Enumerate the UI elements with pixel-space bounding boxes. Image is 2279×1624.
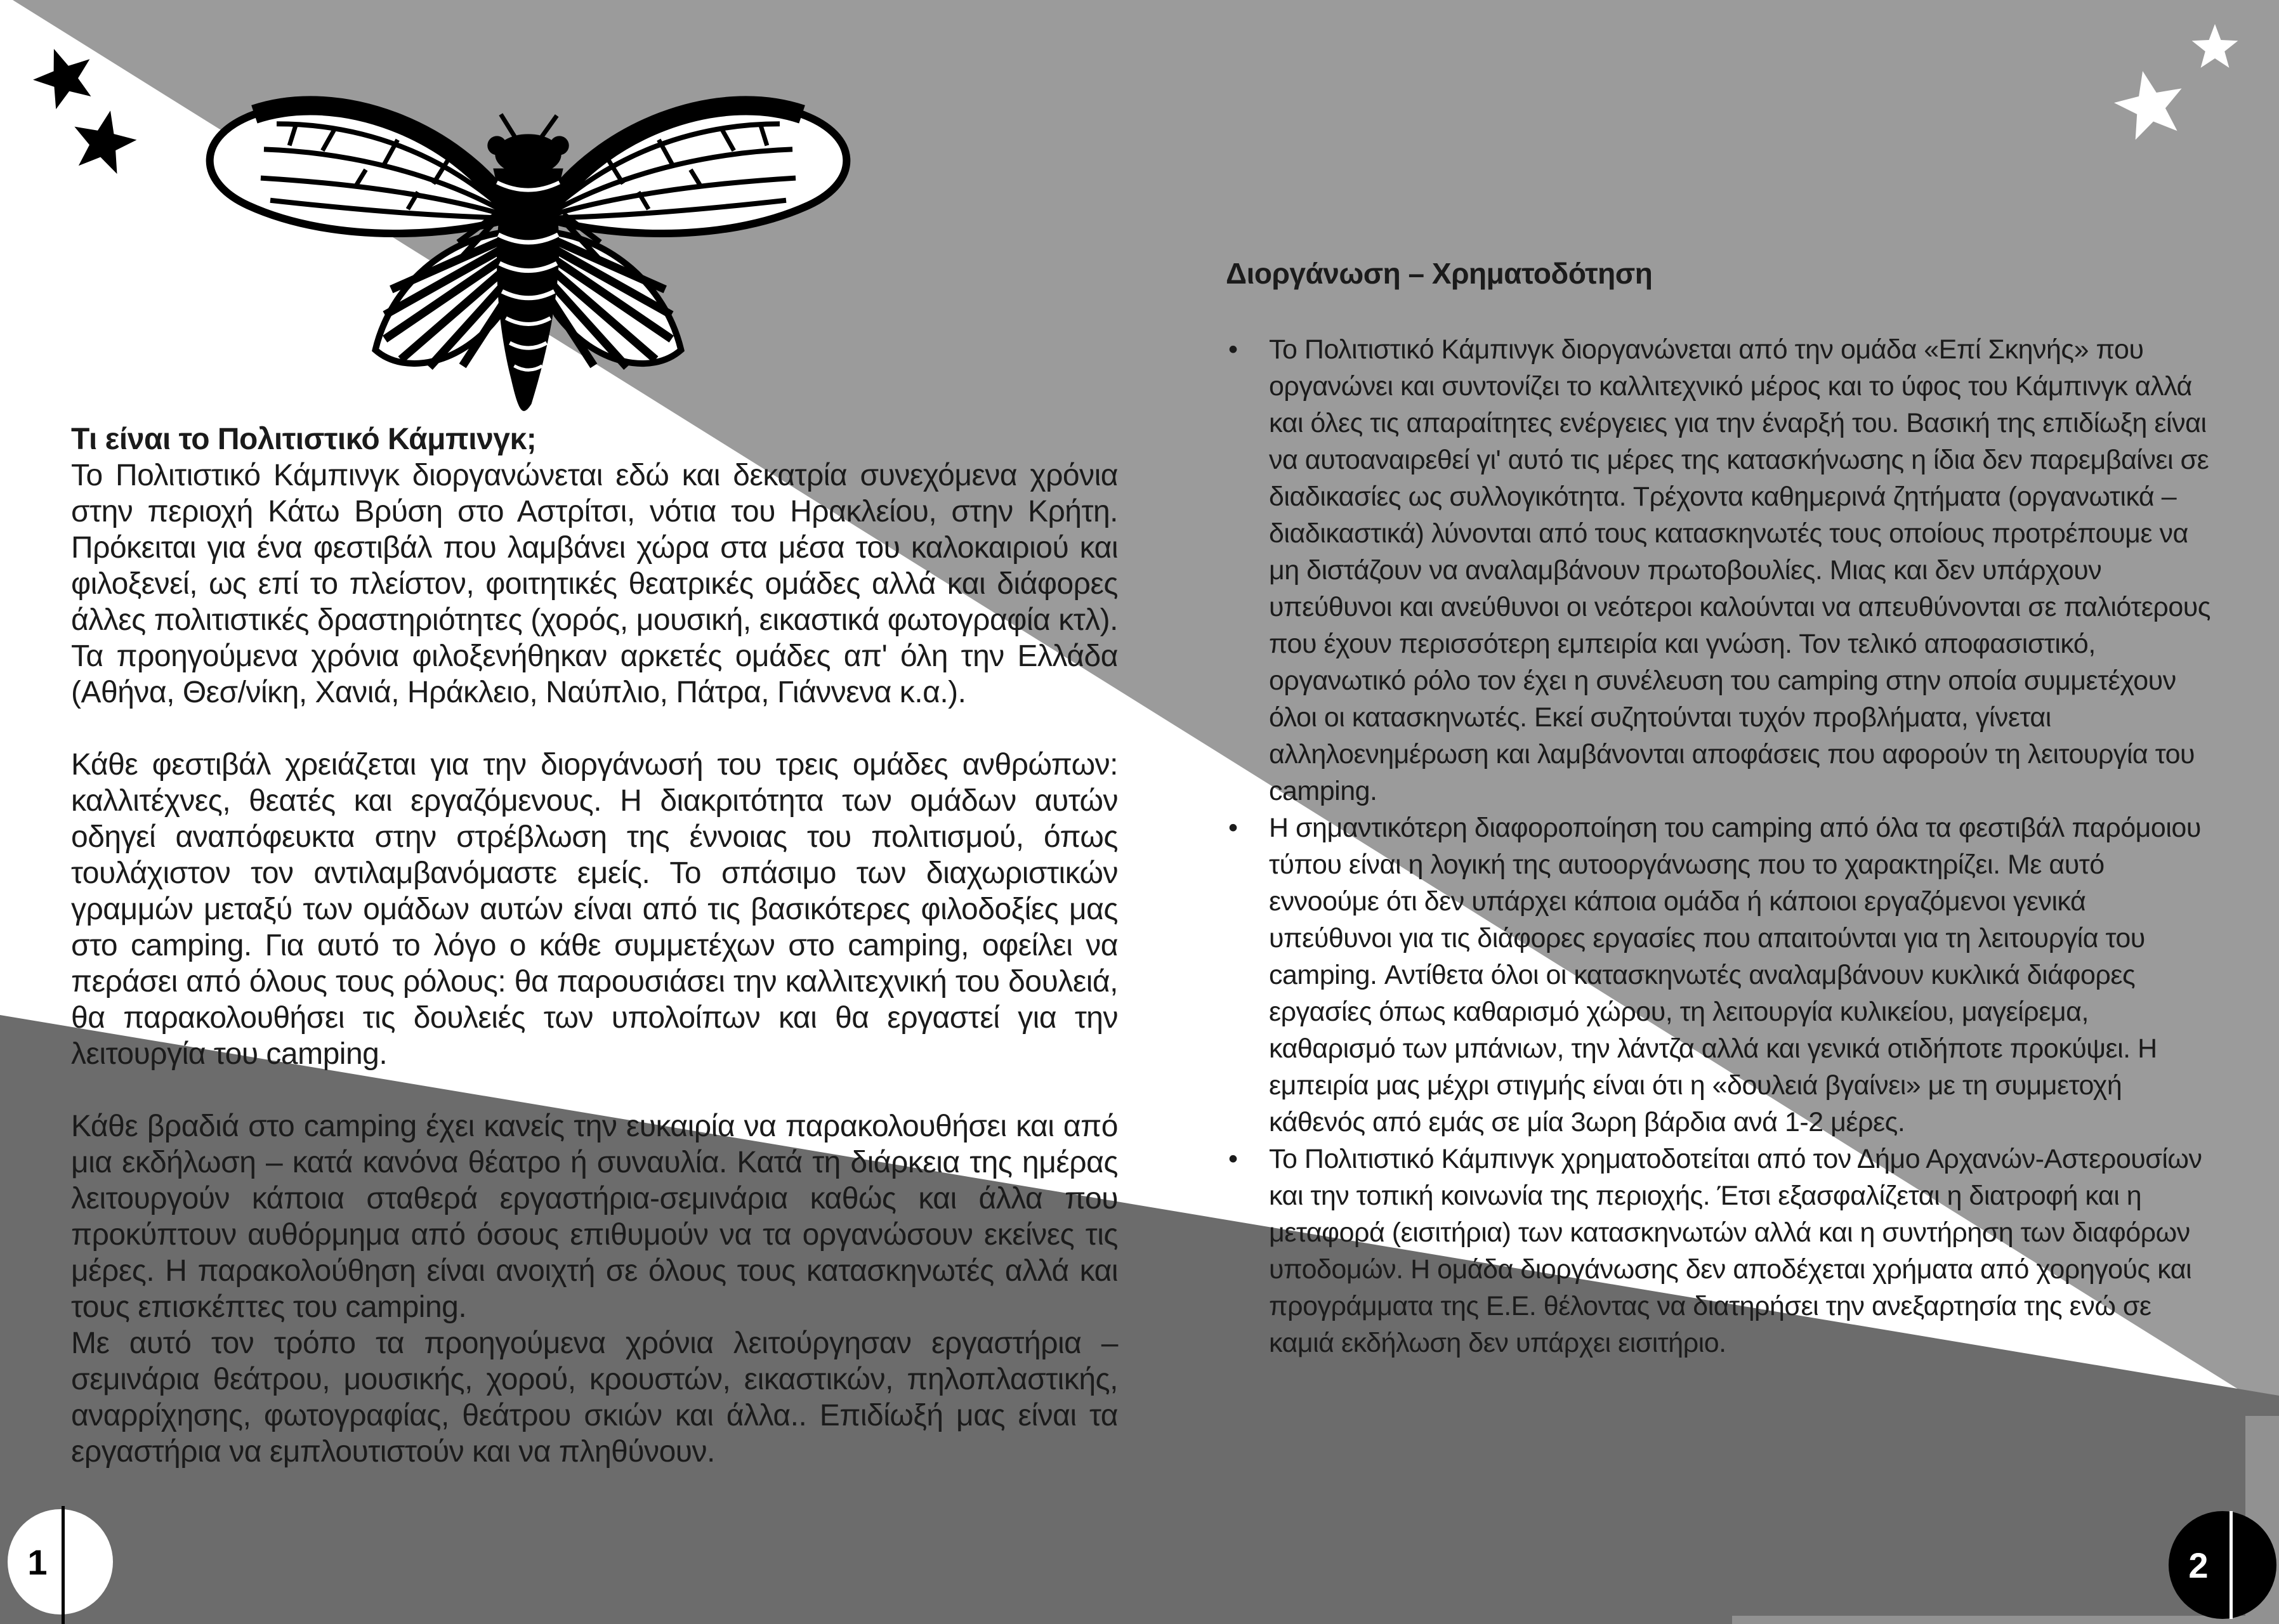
- page-number: 2: [2188, 1545, 2209, 1585]
- page-number-badge-right: [2169, 1511, 2276, 1619]
- corner-margin-bottom: [1732, 1616, 2279, 1624]
- bullet-item: • Η σημαντικότερη διαφοροποίηση του camping από όλα τα φεστιβάλ παρόμοιου τύπου είναι η λογική της αυτοοργάνωσης που το χαρακτηρίζει. Με αυτό εννοούμε ότι δεν υπάρχει κάποια ομάδα ή κάποιοι εργαζόμενοι γενικά υπεύθυνοι για τις διάφορες εργασίες που απαιτούνται για τη λειτουργία του camping. Αντίθετα όλοι οι κατασκηνωτές αναλαμβάνουν κυκλικά διάφορες εργασίες όπως καθαρισμό χώρου, τη λειτουργία κυλικείου, μαγείρεμα, καθαρισμό των μπάνιων, την λάντζα αλλά και γενικά οτιδήποτε προκύψει. Η εμπειρία μας μέχρι στιγμής είναι ότι η «δουλειά βγαίνει» με τη συμμετοχή κάθενός από εμάς σε μία 3ωρη βάρδια ανά 1-2 μέρες.: [1226, 809, 2216, 1141]
- bullet-item: • Το Πολιτιστικό Κάμπινγκ χρηματοδοτείται από τον Δήμο Αρχανών-Αστερουσίων και την τοπική κοινωνία της περιοχής. Έτσι εξασφαλίζεται η διατροφή και η μεταφορά (εισιτήρια) των κατασκηνωτών αλλά και η συντήρηση των διαφόρων υποδομών. Η ομάδα διοργάνωσης δεν αποδέχεται χρήματα από χορηγούς και προγράμματα της Ε.Ε. θέλοντας να διατηρήσει την ανεξαρτησία της ενώ σε καμιά εκδήλωση δεν υπάρχει εισιτήριο.: [1226, 1141, 2216, 1361]
- right-column: [1226, 255, 2216, 1361]
- bullet-item: • Το Πολιτιστικό Κάμπινγκ διοργανώνεται από την ομάδα «Επί Σκηνής» που οργανώνει και συντονίζει το καλλιτεχνικό μέρος και το ύφος του Κάμπινγκ αλλά και όλες τις απαραίτητες ενέργειες για την έναρξή του. Βασική της επιδίωξη είναι να αυτοαναιρεθεί γι' αυτό τις μέρες της κατασκήνωσης η ίδια δεν παρεμβαίνει σε διαδικασίες ως συλλογικότητα. Τρέχοντα καθημερινά ζητήματα (οργανωτικά – διαδικαστικά) λύνονται από τους κατασκηνωτές τους οποίους προτρέπουμε να μη διστάζουν να αναλαμβάνουν πρωτοβουλίες. Μιας και δεν υπάρχουν υπεύθυνοι και ανεύθυνοι οι νεότεροι καλούνται να απευθύνονται σε παλιότερους που έχουν περισσότερη εμπειρία και γνώση. Τον τελικό αποφασιστικό, οργανωτικό ρόλο τον έχει η συνέλευση του camping στην οποία συμμετέχουν όλοι οι κατασκηνωτές. Εκεί συζητούνται τυχόν προβλήματα, γίνεται αλληλοενημέρωση και λαμβάνονται αποφάσεις που αφορούν τη λειτουργία του camping.: [1226, 331, 2216, 809]
- paragraph: Με αυτό τον τρόπο τα προηγούμενα χρόνια λειτούργησαν εργαστήρια – σεμινάρια θεάτρου, μουσικής, χορού, κρουστών, εικαστικών, πηλοπλαστικής, αναρρίχησης, φωτογραφίας, θεάτρου σκιών και άλλα.. Επιδίωξή μας είναι τα εργαστήρια να εμπλουτιστούν και να πληθύνουν.: [71, 1326, 1118, 1469]
- right-heading: Διοργάνωση – Χρηματοδότηση: [1226, 257, 1653, 290]
- left-column: [71, 421, 1118, 1470]
- cicada-illustration: [174, 79, 882, 423]
- paragraph: Το Πολιτιστικό Κάμπινγκ διοργανώνεται εδώ και δεκατρία συνεχόμενα χρόνια στην περιοχή Κάτω Βρύση στο Αστρίτσι, νότια του Ηρακλείου, στην Κρήτη. Πρόκειται για ένα φεστιβάλ που λαμβάνει χώρα στα μέσα του καλοκαιριού και φιλοξενεί, ως επί το πλείστον, φοιτητικές θεατρικές ομάδες αλλά και διάφορες άλλες πολιτιστικές δραστηριότητες (χορός, μουσική, εικαστικά φωτογραφία κτλ). Τα προηγούμενα χρόνια φιλοξενήθηκαν αρκετές ομάδες απ' όλη την Ελλάδα (Αθήνα, Θεσ/νίκη, Χανιά, Ηράκλειο, Ναύπλιο, Πάτρα, Γιάννενα κ.α.).: [71, 459, 1118, 709]
- bullet-list: [1226, 331, 2216, 1361]
- white-star-icon: [2110, 67, 2190, 147]
- paragraph: Κάθε βραδιά στο camping έχει κανείς την ευκαιρία να παρακολουθήσει και από μια εκδήλωση – κατά κανόνα θέατρο ή συναυλία. Κατά τη διάρκεια της ημέρας λειτουργούν κάποια σταθερά εργαστήρια-σεμινάρια καθώς και άλλα που προκύπτουν αυθόρμημα από όσους επιθυμούν να τα οργανώσουν εκείνες τις μέρες. Η παρακολούθηση είναι ανοιχτή σε όλους τους κατασκηνωτές αλλά και τους επισκέπτες του camping.: [71, 1110, 1118, 1324]
- white-star-icon: [2188, 22, 2242, 75]
- page-number: 1: [27, 1542, 48, 1582]
- paragraph: Κάθε φεστιβάλ χρειάζεται για την διοργάνωσή του τρεις ομάδες ανθρώπων: καλλιτέχνες, θεατές και εργαζόμενους. Η διακριτότητα των ομάδων αυτών οδηγεί αναπόφευκτα στην στρέβλωση της έννοιας του πολιτισμού, όπως τουλάχιστον τον αντιλαμβανόμαστε εμείς. Το σπάσιμο των διαχωριστικών γραμμών μεταξύ των ομάδων αυτών είναι από τις βασικότερες φιλοδοξίες μας στο camping. Για αυτό το λόγο ο κάθε συμμετέχων στο camping, οφείλει να περάσει από όλους τους ρόλους: θα παρουσιάσει την καλλιτεχνική του δουλειά, θα παρακολουθήσει τις δουλειές των υπολοίπων και θα εργαστεί για την λειτουργία του camping.: [71, 748, 1118, 1071]
- left-heading: Τι είναι το Πολιτιστικό Κάμπινγκ;: [71, 422, 537, 456]
- page-number-badge-left: [8, 1509, 113, 1614]
- page-number-line-right: [2230, 1511, 2233, 1619]
- page-number-line-left: [62, 1506, 65, 1624]
- black-star-icon: [30, 44, 100, 114]
- black-star-icon: [67, 107, 140, 180]
